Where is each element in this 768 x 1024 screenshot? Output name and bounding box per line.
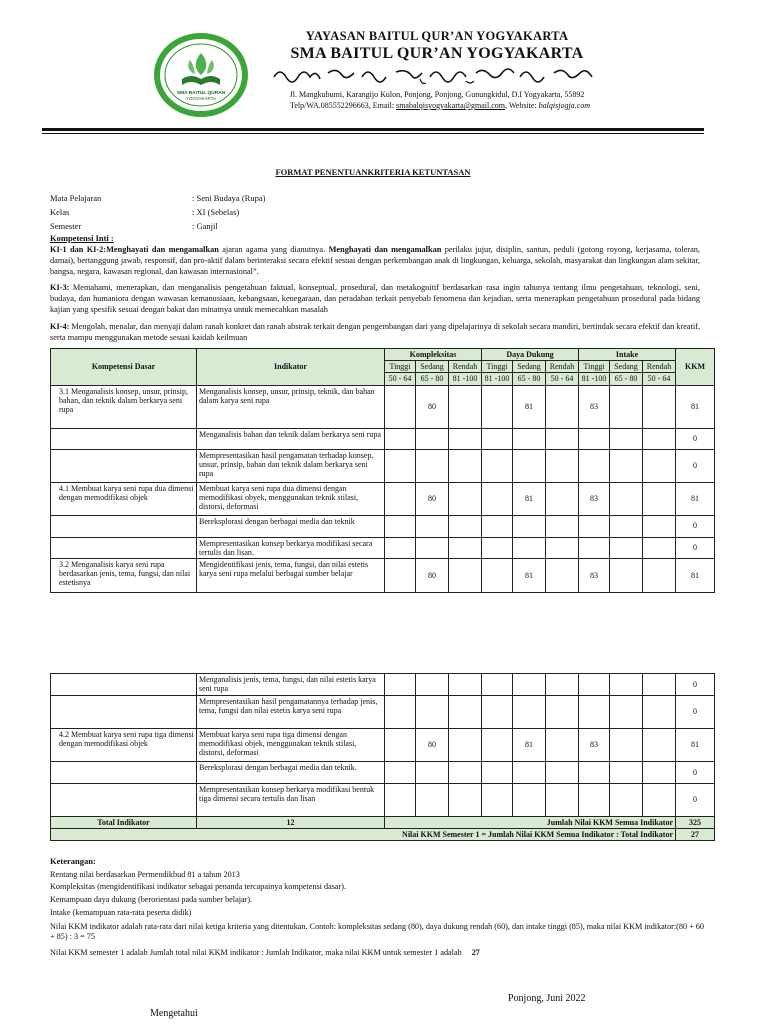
kkm-cell: 81 xyxy=(676,729,715,762)
criteria-value-cell xyxy=(610,515,643,537)
criteria-value-cell xyxy=(643,482,676,515)
keterangan-line: Kemampuan daya dukung (berorientasi pada sumber belajar). xyxy=(50,895,253,904)
website-link[interactable]: balqisjogja.com xyxy=(538,101,590,110)
nilai-kkm-semester-label: Nilai KKM Semester 1 = Jumlah Nilai KKM Semua Indikator : Total Indikator xyxy=(51,829,676,841)
criteria-value-cell xyxy=(416,449,449,482)
level-label: Rendah xyxy=(449,361,482,373)
info-label: Mata Pelajaran xyxy=(50,193,102,203)
criteria-value-cell xyxy=(643,385,676,428)
criteria-value-cell xyxy=(643,449,676,482)
range-label: 81 -100 xyxy=(579,373,610,385)
kd-cell: 4.1 Membuat karya seni rupa dua dimensi dengan memodifikasi objek xyxy=(51,482,197,515)
criteria-value-cell xyxy=(546,385,579,428)
criteria-value-cell xyxy=(546,558,579,592)
criteria-value-cell xyxy=(449,696,482,729)
criteria-value-cell xyxy=(546,482,579,515)
criteria-value-cell: 83 xyxy=(579,482,610,515)
criteria-value-cell xyxy=(546,449,579,482)
criteria-value-cell xyxy=(385,515,416,537)
kd-cell xyxy=(51,674,197,696)
keterangan-final-line xyxy=(50,948,710,958)
kkm-cell: 0 xyxy=(676,515,715,537)
table-row xyxy=(51,428,715,449)
criteria-value-cell xyxy=(579,696,610,729)
criteria-value-cell xyxy=(643,558,676,592)
keterangan-line: Kompleksitas (mengidentifikasi indikator sebagai penanda tercapainya kompetensi dasar). xyxy=(50,882,347,891)
range-label: 50 - 64 xyxy=(546,373,579,385)
criteria-value-cell xyxy=(610,696,643,729)
kd-cell xyxy=(51,784,197,817)
criteria-value-cell xyxy=(449,729,482,762)
level-label: Tinggi xyxy=(579,361,610,373)
criteria-value-cell xyxy=(449,428,482,449)
range-label: 50 - 64 xyxy=(385,373,416,385)
criteria-value-cell xyxy=(610,482,643,515)
criteria-value-cell xyxy=(513,449,546,482)
ki-heading: Kompetensi Inti : xyxy=(50,233,114,243)
indikator-cell: Membuat karya seni rupa tiga dimensi dengan memodifikasi objek, menggunakan teknik stilasi, distorsi, deformasi xyxy=(197,729,385,762)
criteria-value-cell xyxy=(449,762,482,784)
criteria-value-cell xyxy=(546,674,579,696)
criteria-value-cell xyxy=(610,674,643,696)
criteria-value-cell xyxy=(449,482,482,515)
table-row xyxy=(51,515,715,537)
criteria-value-cell xyxy=(385,674,416,696)
criteria-value-cell xyxy=(579,449,610,482)
criteria-value-cell xyxy=(643,696,676,729)
criteria-value-cell xyxy=(449,537,482,558)
school-address: Jl. Mangkubumi, Karangijo Kulon, Ponjong, Ponjong, Gunungkidul, D.I Yogyakarta, 55892 xyxy=(289,90,585,99)
kkm-cell: 81 xyxy=(676,558,715,592)
range-label: 81 -100 xyxy=(449,373,482,385)
criteria-value-cell xyxy=(546,515,579,537)
indikator-cell: Mempresentasikan konsep berkarya modifikasi secara tertulis dan lisan. xyxy=(197,537,385,558)
website-prefix: , Website: xyxy=(505,101,539,110)
criteria-value-cell xyxy=(449,449,482,482)
javanese-script-icon xyxy=(270,63,600,85)
criteria-value-cell xyxy=(546,762,579,784)
criteria-value-cell xyxy=(610,428,643,449)
criteria-value-cell xyxy=(643,729,676,762)
info-row xyxy=(50,207,450,218)
criteria-value-cell xyxy=(579,784,610,817)
criteria-value-cell xyxy=(643,428,676,449)
range-label: 65 - 80 xyxy=(610,373,643,385)
criteria-value-cell xyxy=(449,515,482,537)
table-row xyxy=(51,537,715,558)
kkm-table-part1 xyxy=(50,348,715,593)
table-row xyxy=(51,729,715,762)
indikator-cell: Mempresentasikan hasil pengamatannya terhadap jenis, tema, fungsi dan nilai estetis karya seni rupa xyxy=(197,696,385,729)
criteria-value-cell xyxy=(449,385,482,428)
kd-cell xyxy=(51,449,197,482)
header-kkm: KKM xyxy=(676,349,715,386)
svg-text:YOGYAKARTA: YOGYAKARTA xyxy=(185,96,217,101)
kd-cell xyxy=(51,762,197,784)
criteria-value-cell xyxy=(610,762,643,784)
criteria-value-cell xyxy=(546,428,579,449)
criteria-value-cell: 81 xyxy=(513,385,546,428)
criteria-value-cell xyxy=(546,696,579,729)
indikator-cell: Membuat karya seni rupa dua dimensi dengan memodifikasi obyek, menggunakan teknik stilasi, distorsi, deformasi xyxy=(197,482,385,515)
criteria-value-cell xyxy=(482,696,513,729)
criteria-value-cell xyxy=(385,385,416,428)
mengetahui-label: Mengetahui xyxy=(150,1008,198,1019)
keterangan-final-text: Nilai KKM semester 1 adalah Jumlah total nilai KKM indikator : Jumlah Indikator, maka nilai KKM untuk semester 1 adalah xyxy=(50,948,462,957)
criteria-value-cell xyxy=(546,537,579,558)
kkm-cell: 0 xyxy=(676,428,715,449)
criteria-value-cell xyxy=(416,696,449,729)
criteria-value-cell xyxy=(579,762,610,784)
keterangan-title: Keterangan: xyxy=(50,856,96,866)
kkm-cell: 0 xyxy=(676,762,715,784)
criteria-value-cell xyxy=(579,428,610,449)
criteria-value-cell xyxy=(482,449,513,482)
criteria-value-cell: 80 xyxy=(416,482,449,515)
criteria-value-cell xyxy=(579,674,610,696)
criteria-value-cell xyxy=(643,674,676,696)
table-row xyxy=(51,385,715,428)
ki4-label: KI-4: xyxy=(50,322,70,331)
range-label: 65 - 80 xyxy=(416,373,449,385)
criteria-value-cell xyxy=(449,558,482,592)
criteria-value-cell xyxy=(643,537,676,558)
criteria-value-cell: 83 xyxy=(579,729,610,762)
keterangan-line: Intake (kemampuan rata-rata peserta didik) xyxy=(50,908,192,917)
table-row xyxy=(51,482,715,515)
range-label: 50 - 64 xyxy=(643,373,676,385)
info-label: Kelas xyxy=(50,207,70,217)
criteria-value-cell xyxy=(610,449,643,482)
ki-3-paragraph xyxy=(50,283,700,315)
criteria-value-cell xyxy=(546,729,579,762)
jumlah-nilai-value: 325 xyxy=(676,817,715,829)
criteria-value-cell xyxy=(416,515,449,537)
keterangan-line: Nilai KKM indikator adalah rata-rata dari nilai ketiga kriteria yang ditentukan. Contoh: kompleksitas sedang (80), daya dukung rendah (60), dan intake tinggi (85), maka nilai KKM indikator:(80 + 60 + 85) : 3 = 75 xyxy=(50,922,704,942)
info-label: Semester xyxy=(50,221,82,231)
kkm-cell: 0 xyxy=(676,674,715,696)
criteria-value-cell xyxy=(416,762,449,784)
criteria-value-cell xyxy=(416,537,449,558)
indikator-cell: Menganalisis bahan dan teknik dalam berkarya seni rupa xyxy=(197,428,385,449)
criteria-value-cell xyxy=(385,449,416,482)
total-indikator-value: 12 xyxy=(197,817,385,829)
criteria-value-cell xyxy=(513,784,546,817)
level-label: Sedang xyxy=(610,361,643,373)
header-daya-dukung: Daya Dukung xyxy=(482,349,579,361)
keterangan-final-value: 27 xyxy=(471,948,480,957)
level-label: Rendah xyxy=(546,361,579,373)
document-title: FORMAT PENENTUANKRITERIA KETUNTASAN xyxy=(275,167,471,177)
info-row xyxy=(50,221,450,232)
kd-cell xyxy=(51,537,197,558)
letterhead-rule-thick xyxy=(42,128,704,131)
kkm-cell: 0 xyxy=(676,449,715,482)
criteria-value-cell xyxy=(482,385,513,428)
kkm-cell: 81 xyxy=(676,482,715,515)
criteria-value-cell xyxy=(643,784,676,817)
jumlah-nilai-label: Jumlah Nilai KKM Semua Indikator xyxy=(385,817,676,829)
criteria-value-cell xyxy=(546,784,579,817)
criteria-value-cell xyxy=(482,537,513,558)
criteria-value-cell xyxy=(513,696,546,729)
info-row xyxy=(50,193,450,204)
criteria-value-cell xyxy=(416,784,449,817)
criteria-value-cell xyxy=(385,558,416,592)
criteria-value-cell xyxy=(482,558,513,592)
level-label: Tinggi xyxy=(385,361,416,373)
criteria-value-cell: 80 xyxy=(416,558,449,592)
criteria-value-cell xyxy=(482,762,513,784)
level-label: Sedang xyxy=(513,361,546,373)
criteria-value-cell xyxy=(385,729,416,762)
indikator-cell: Menganalisis jenis, tema, fungsi, dan nilai estetis karya seni rupa xyxy=(197,674,385,696)
kd-cell xyxy=(51,696,197,729)
svg-text:SMA BAITUL QURAN: SMA BAITUL QURAN xyxy=(176,91,226,96)
ki-4-paragraph xyxy=(50,322,700,344)
criteria-value-cell xyxy=(449,784,482,817)
criteria-value-cell xyxy=(385,696,416,729)
criteria-value-cell: 81 xyxy=(513,482,546,515)
keterangan-line: Rentang nilai berdasarkan Permendikbud 81 a tahun 2013 xyxy=(50,870,240,879)
criteria-value-cell xyxy=(416,428,449,449)
table-row xyxy=(51,449,715,482)
criteria-value-cell xyxy=(610,537,643,558)
range-label: 81 -100 xyxy=(482,373,513,385)
indikator-cell: Mengidentifikasi jenis, tema, fungsi, dan nilai estetis karya seni rupa melalui berbagai sumber belajar xyxy=(197,558,385,592)
table-row xyxy=(51,762,715,784)
criteria-value-cell xyxy=(513,674,546,696)
kkm-cell: 0 xyxy=(676,784,715,817)
ki12-text-b: perilaku jujur, disiplin, santun, peduli (gotong royong, kerjasama, toleran, damai), bertanggung jawab, responsif, dan pro-aktif dalam berinteraksi secara efektif sesuai dengan perkembangan anak di lingkungan, keluarga, sekolah, masyarakat dan lingkungan alam sekitar, bangsa, negara, kawasan regional, dan kawasan internasional”. xyxy=(50,245,700,276)
kkm-cell: 0 xyxy=(676,537,715,558)
criteria-value-cell xyxy=(513,537,546,558)
criteria-value-cell: 81 xyxy=(513,729,546,762)
ki-1-2-paragraph xyxy=(50,245,700,277)
criteria-value-cell: 81 xyxy=(513,558,546,592)
ki12-text-a: ajaran agama yang dianutnya. xyxy=(218,245,329,254)
header-indikator: Indikator xyxy=(197,349,385,386)
criteria-value-cell xyxy=(610,385,643,428)
letterhead-rule-thin xyxy=(42,133,704,134)
criteria-value-cell xyxy=(385,784,416,817)
indikator-cell: Mempresentasikan hasil pengamatan terhadap konsep, unsur, prinsip, bahan dan teknik dalam berkarya seni rupa xyxy=(197,449,385,482)
kd-cell xyxy=(51,428,197,449)
ki12-emphasis: Menghayati dan mengamalkan xyxy=(328,245,442,254)
criteria-value-cell xyxy=(385,762,416,784)
indikator-cell: Menganalisis konsep, unsur, prinsip, teknik, dan bahan dalam karya seni rupa xyxy=(197,385,385,428)
criteria-value-cell xyxy=(579,515,610,537)
criteria-value-cell xyxy=(482,729,513,762)
criteria-value-cell xyxy=(385,482,416,515)
table-row xyxy=(51,674,715,696)
header-intake: Intake xyxy=(579,349,676,361)
indikator-cell: Mempresentasikan konsep berkarya modifikasi bentuk tiga dimensi secara tertulis dan lisan xyxy=(197,784,385,817)
kd-cell: 3.2 Menganalisis karya seni rupa berdasarkan jenis, tema, fungsi, dan nilai estetisnya xyxy=(51,558,197,592)
ki12-label: KI-1 dan KI-2:Menghayati dan mengamalkan xyxy=(50,245,219,254)
kkm-cell: 81 xyxy=(676,385,715,428)
level-label: Rendah xyxy=(643,361,676,373)
school-logo xyxy=(150,33,252,117)
criteria-value-cell xyxy=(449,674,482,696)
criteria-value-cell: 83 xyxy=(579,558,610,592)
criteria-value-cell: 80 xyxy=(416,385,449,428)
criteria-value-cell xyxy=(385,537,416,558)
ki3-text: Memahami, menerapkan, dan menganalisis pengetahuan faktual, konseptual, prosedural, dan metakognitif berdasarkan rasa ingin tahunya tentang ilmu pengetahuan, teknologi, seni, budaya, dan humaniora dengan wawasan kemanusiaan, kebangsaan, kenegaraan, dan peradaban terkait penyebab fenomena dan kejadian, serta menerapkan pengetahuan prosedural pada bidang kajian yang spesifik sesuai dengan bakat dan minatnya untuk memecahkan masalah xyxy=(50,283,700,314)
kkm-table-part2 xyxy=(50,673,715,841)
header-kompetensi-dasar: Kompetensi Dasar xyxy=(51,349,197,386)
info-value: : Seni Budaya (Rupa) xyxy=(192,193,266,203)
school-name: SMA BAITUL QUR’AN YOGYAKARTA xyxy=(290,45,584,62)
info-value: : XI (Sebelas) xyxy=(192,207,240,217)
indikator-cell: Bereksplorasi dengan berbagai media dan teknik. xyxy=(197,762,385,784)
criteria-value-cell xyxy=(643,515,676,537)
kd-cell: 3.1 Menganalisis konsep, unsur, prinsip, bahan, dan teknik dalam berkarya seni rupa xyxy=(51,385,197,428)
criteria-value-cell xyxy=(482,428,513,449)
criteria-value-cell xyxy=(385,428,416,449)
place-date: Ponjong, Juni 2022 xyxy=(508,993,586,1004)
kd-cell: 4.2 Membuat karya seni rupa tiga dimensi dengan memodifikasi objek xyxy=(51,729,197,762)
ki4-text: Mengolah, menalar, dan menyaji dalam ranah konkret dan ranah abstrak terkait dengan pengembangan dari yang dipelajarinya di sekolah secara mandiri, bertindak secara efektif dan kreatif, serta mampu menggunakan metode sesuai kaidah keilmuan xyxy=(50,322,701,342)
criteria-value-cell xyxy=(513,428,546,449)
criteria-value-cell: 80 xyxy=(416,729,449,762)
school-contact xyxy=(240,101,640,111)
criteria-value-cell xyxy=(482,482,513,515)
criteria-value-cell xyxy=(482,674,513,696)
level-label: Tinggi xyxy=(482,361,513,373)
criteria-value-cell xyxy=(513,515,546,537)
criteria-value-cell xyxy=(513,762,546,784)
kd-cell xyxy=(51,515,197,537)
level-label: Sedang xyxy=(416,361,449,373)
kkm-cell: 0 xyxy=(676,696,715,729)
criteria-value-cell xyxy=(416,674,449,696)
criteria-value-cell xyxy=(643,762,676,784)
table-row xyxy=(51,696,715,729)
indikator-cell: Bereksplorasi dengan berbagai media dan teknik xyxy=(197,515,385,537)
total-indikator-label: Total Indikator xyxy=(51,817,197,829)
table-row xyxy=(51,558,715,592)
criteria-value-cell xyxy=(482,515,513,537)
ki3-label: KI-3: xyxy=(50,283,70,292)
email-link[interactable]: smabalqisyogyakarta@gmail.com xyxy=(396,101,505,110)
header-kompleksitas: Kompleksitas xyxy=(385,349,482,361)
criteria-value-cell xyxy=(579,537,610,558)
criteria-value-cell: 83 xyxy=(579,385,610,428)
criteria-value-cell xyxy=(610,729,643,762)
criteria-value-cell xyxy=(610,558,643,592)
info-value: : Ganjil xyxy=(192,221,218,231)
criteria-value-cell xyxy=(610,784,643,817)
range-label: 65 - 80 xyxy=(513,373,546,385)
foundation-name: YAYASAN BAITUL QUR’AN YOGYAKARTA xyxy=(305,29,569,43)
criteria-value-cell xyxy=(482,784,513,817)
contact-prefix: Telp/WA.085552296663, Email: xyxy=(290,101,397,110)
table-row xyxy=(51,784,715,817)
nilai-kkm-semester-value: 27 xyxy=(676,829,715,841)
